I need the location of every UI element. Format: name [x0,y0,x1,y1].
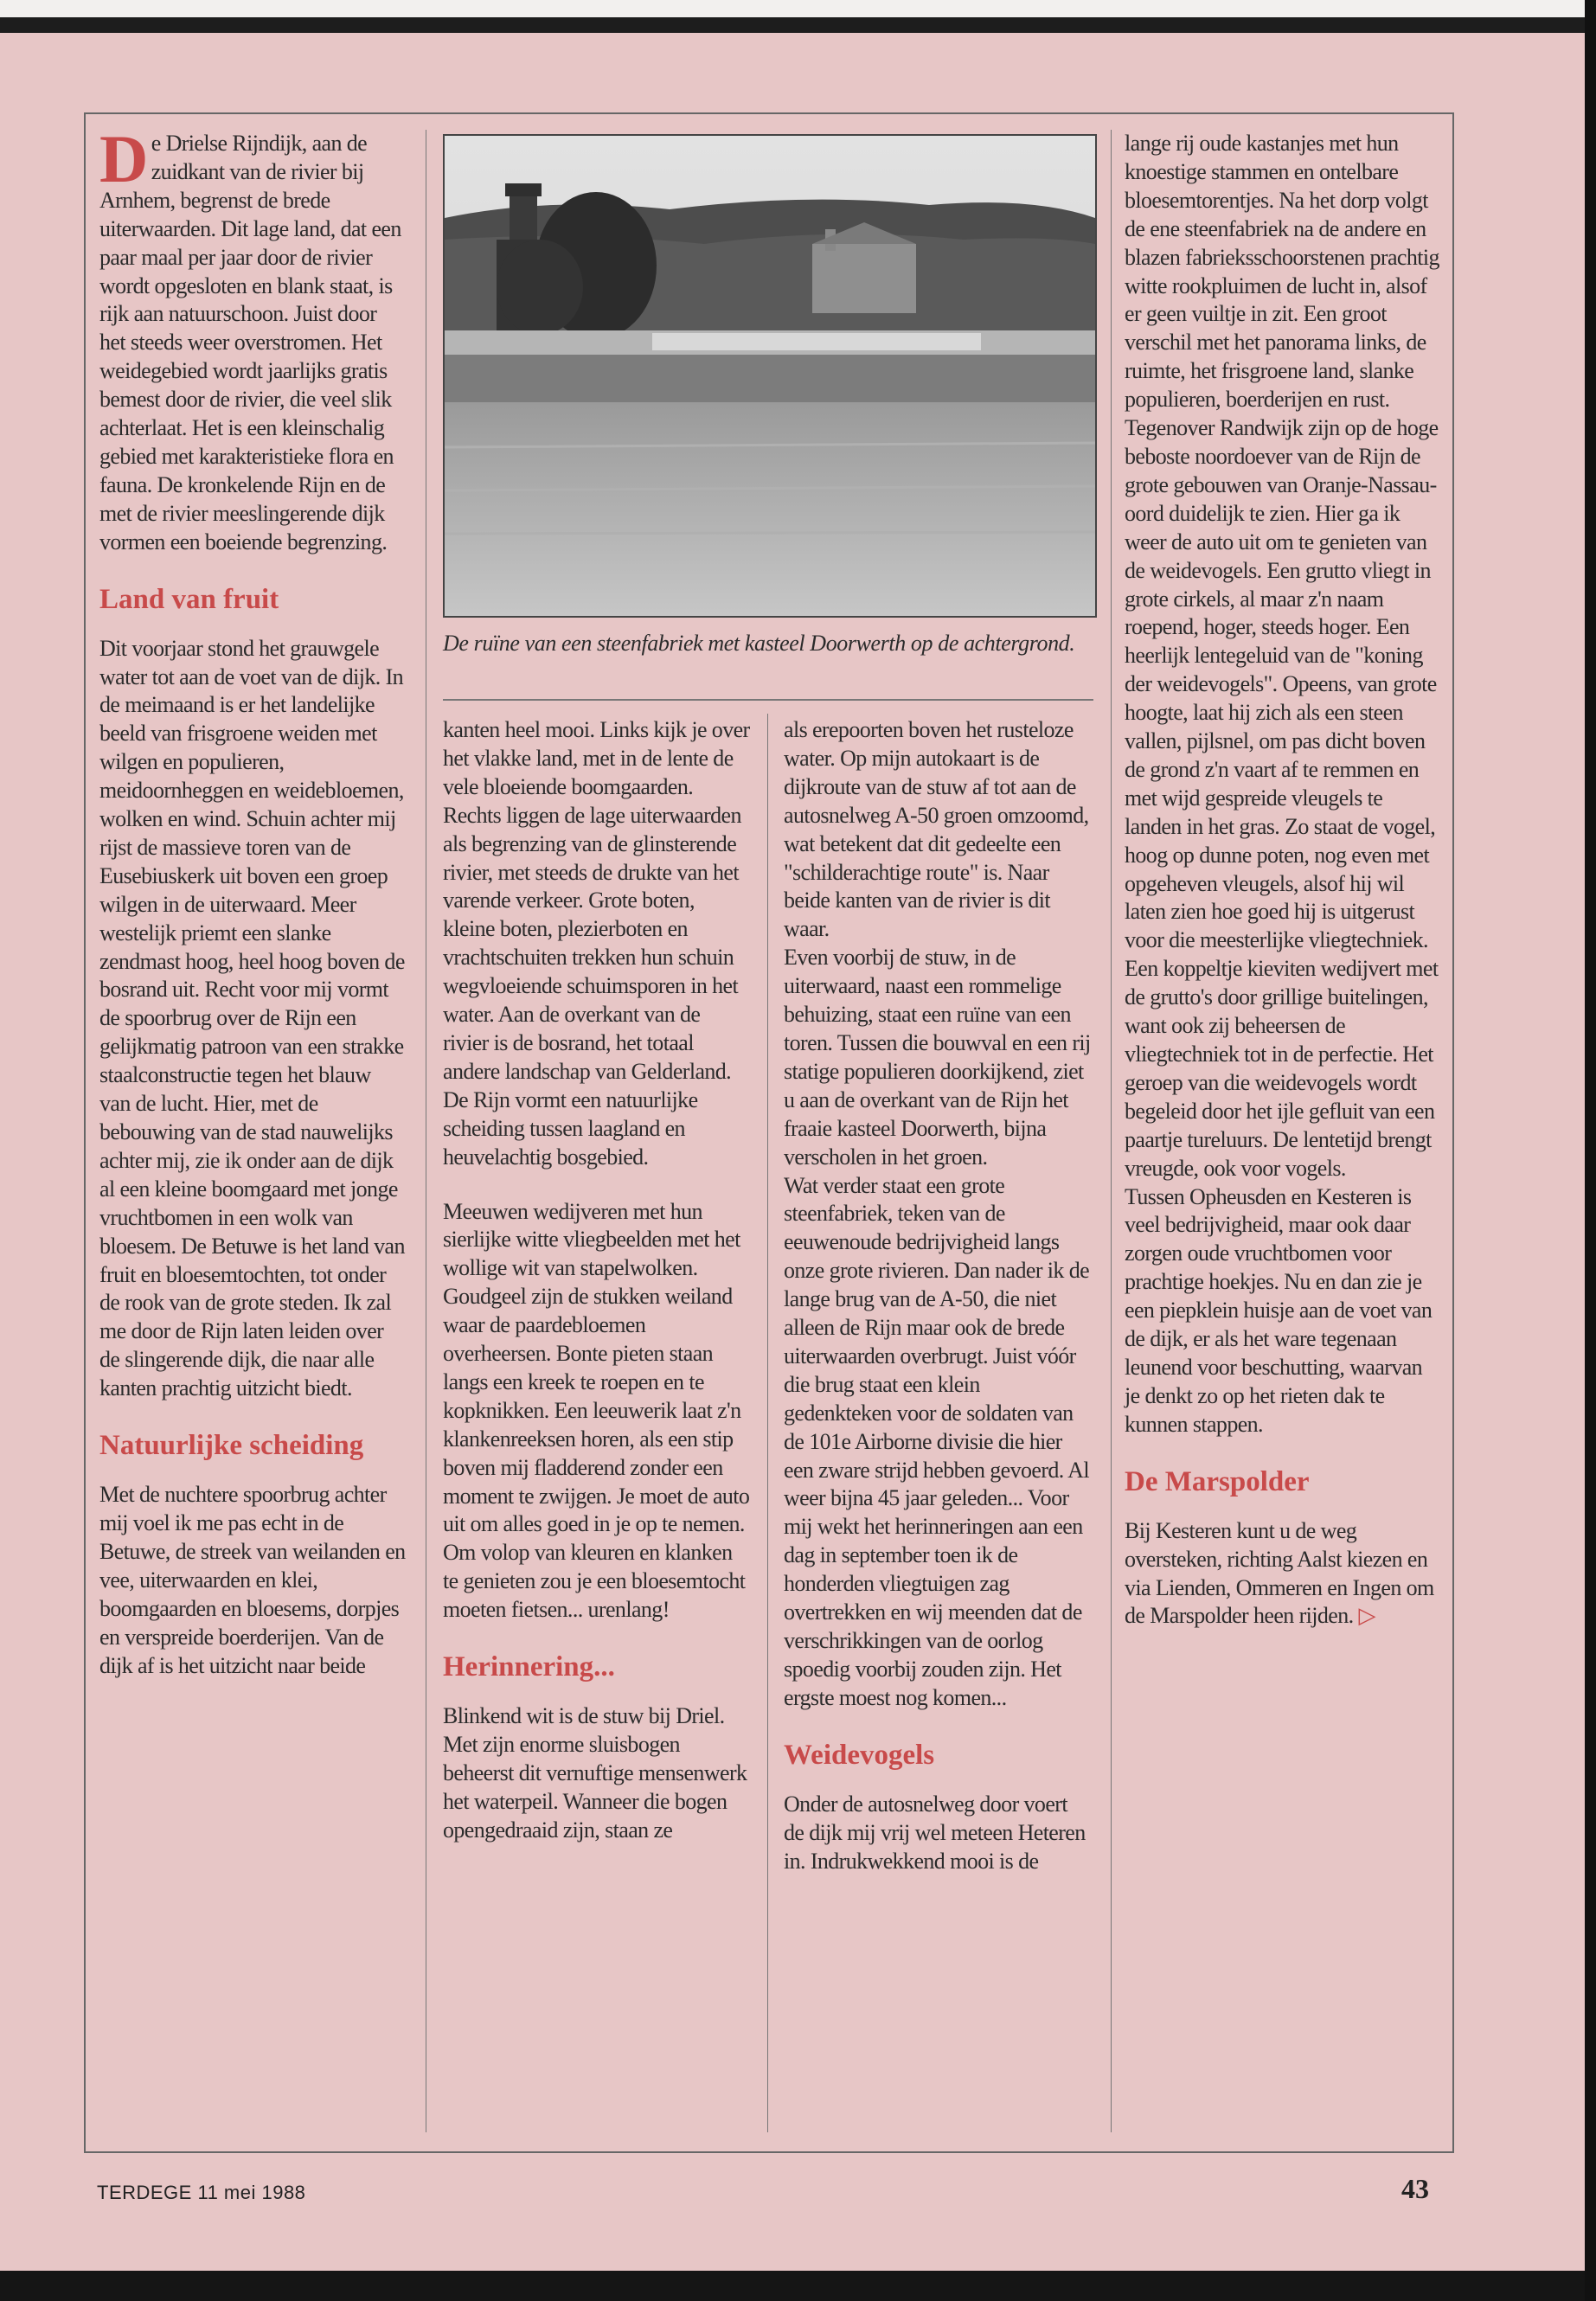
paragraph: Blinkend wit is de stuw bij Driel. Met zijn enorme sluisbogen beheerst dit vernuftige mensenwerk het waterpeil. Wanneer die bogen opengedraaid zijn, staan ze [443,1703,747,1843]
caption-rule [443,699,1093,701]
page-number: 43 [1401,2173,1429,2204]
paragraph [1125,1517,1440,1631]
paragraph: kanten heel mooi. Links kijk je over het vlakke land, met in de lente de vele bloeiende boomgaarden. Rechts liggen de lage uiterwaarden als begrenzing van de glinsterende rivier, met steeds de drukte van het varende verkeer. Grote boten, kleine boten, plezierboten en vrachtschuiten trekken hun schuin wegvloeiende schuimsporen in het water. Aan de overkant van de rivier is de bosrand, het totaal andere landschap van Gelderland. De Rijn vormt een natuurlijke scheiding tussen laagland en heuvelachtig bosgebied. [443,717,750,1170]
scan-edge-bottom [0,2271,1596,2301]
paragraph: Tussen Opheusden en Kesteren is veel bedrijvigheid, maar ook daar zorgen oude vruchtbomen voor prachtige hoekjes. Nu en dan zie je een piepklein huisje aan de voet van de dijk, er als het ware tegenaan leunend voor beschutting, waarvan je denkt zo op het rieten dak te kunnen stappen. [1125,1183,1433,1437]
paragraph: Onder de autosnelweg door voert de dijk mij vrij wel meteen Heteren in. Indrukwekkend mooi is de [784,1791,1086,1874]
scan-edge-top [0,17,1585,33]
paragraph: Een koppeltje kieviten wedijvert met de grutto's door grillige buitelingen, want ook zij beheersen de vliegtechniek tot in de perfectie. Het geroep van die weidevogels wordt begeleid door het ijle gefluit van een paartje tureluurs. De lentetijd brengt vreugde, ook voor vogels. [1125,956,1439,1181]
paragraph: Dit voorjaar stond het grauwgele water tot aan de voet van de dijk. In de meimaand is er het landelijke beeld van frisgroene weiden met wilgen en populieren, meidoornheggen en weidebloemen, wolken en wind. Schuin achter mij rijst de massieve toren van de Eusebiuskerk uit boven een groep wilgen in de uiterwaard. Meer westelijk priemt een slanke zendmast hoog, heel hoog boven de bosrand uit. Recht voor mij vormt de spoorbrug over de Rijn een gelijkmatig patroon van een strakke staalconstructie tegen het blauw van de lucht. Hier, met de bebouwing van de stad nauwelijks achter mij, zie ik onder aan de dijk al een kleine boomgaard met jonge vruchtbomen in een wolk van bloesem. De Betuwe is het land van fruit en bloesemtochten, tot onder de rook van de grote steden. Ik zal me door de Rijn laten leiden over de slingerende dijk, die naar alle kanten prachtig uitzicht biedt. [99,635,405,1401]
section-heading: Weidevogels [784,1739,935,1771]
column-divider [767,714,768,2132]
section-heading: Herinnering... [443,1651,615,1683]
article-photo [443,134,1097,618]
article-column-1 [99,121,407,1680]
scan-edge-right [1585,0,1596,2301]
column-divider [1111,130,1112,2132]
ruin-castle-photo [445,136,1095,616]
photo-caption: De ruïne van een steenfabriek met kasteel Doorwerth op de achtergrond. [443,631,1075,656]
section-heading: Land van fruit [99,583,279,615]
drop-cap: D [99,121,148,196]
paragraph: Tegenover Randwijk zijn op de hoge beboste noordoever van de Rijn de grote gebouwen van Oranje-Nassau-oord duidelijk te zien. Hier ga ik weer de auto uit om te genieten van de weidevogels. Een grutto vliegt in grote cirkels, al maar z'n naam roepend, hoger, steeds hoger. Een heerlijk lentegeluid van de "koning der weidevogels". Opeens, van grote hoogte, laat hij zich als een steen vallen, pijlsnel, om pas dicht boven de grond z'n vaart af te remmen en met wijd gespreide vleugels te landen in het gras. Zo staat de vogel, hoog op dunne poten, nog even met opgeheven vleugels, alsof hij wil laten zien hoe goed hij is uitgerust voor die meesterlijke vliegtechniek. [1125,415,1439,953]
paragraph: lange rij oude kastanjes met hun knoestige stammen en ontelbare bloesemtorentjes. Na het dorp volgt de ene steenfabriek na de andere en blazen fabrieksschoorstenen prachtig witte rookpluimen de lucht in, alsof er geen vuiltje in zit. Een groot verschil met het panorama links, de ruimte, het frisgroene land, slanke populieren, boerderijen en rust. [1125,131,1439,413]
paragraph: Wat verder staat een grote steenfabriek, teken van de eeuwenoude bedrijvigheid langs onze grote rivieren. Dan nader ik de lange brug van de A-50, die niet alleen de Rijn maar ook de brede uiterwaarden overbrugt. Juist vóór die brug staat een klein gedenkteken voor de soldaten van de 101e Airborne divisie die hier een zware strijd hebben gevoerd. Al weer bijna 45 jaar geleden... Voor mij wekt het herinneringen aan een dag in september toen ik de honderden vliegtuigen zag overtrekken en wij meenden dat de verschrikkingen van de oorlog spoedig voorbij zouden zijn. Het ergste moest nog komen... [784,1172,1090,1710]
intro-paragraph [99,121,407,557]
article-column-4 [1125,130,1440,1631]
section-heading: Natuurlijke scheiding [99,1430,364,1462]
continue-arrow-icon: ▷ [1358,1603,1375,1629]
section-heading: De Marspolder [1125,1465,1310,1497]
paragraph: als erepoorten boven het rusteloze water. Op mijn autokaart is de dijkroute van de stuw af tot aan de autosnelweg A-50 groen omzoomd, wat betekent dat dit gedeelte een "schilderachtige route" is. Naar beide kanten van de rivier is dit waar. [784,717,1089,942]
article-column-2 [443,716,750,1845]
paragraph: Even voorbij de stuw, in de uiterwaard, naast een rommelige behuizing, staat een ruïne van een toren. Tussen die bouwval en een rij statige populieren doorkijkend, ziet u aan de overkant van de Rijn het fraaie kasteel Doorwerth, bijna verscholen in het groen. [784,945,1091,1170]
paragraph: Meeuwen wedijveren met hun sierlijke witte vliegbeelden met het wollige wit van stapelwolken. Goudgeel zijn de stukken weiland waar de paardebloemen overheersen. Bonte pieten staan langs een kreek te roepen en te kopknikken. Een leeuwerik laat z'n klankenreeksen horen, als een stip boven mij fladderend zonder een moment te zwijgen. Je moet de auto uit om alles goed in je op te nemen. Om volop van kleuren en klanken te genieten zou je een bloesemtocht moeten fietsen... urenlang! [443,1198,750,1623]
intro-text: e Drielse Rijndijk, aan de zuidkant van de rivier bij Arnhem, begrenst de brede uiterwaarden. Dit lage land, dat een paar maal per jaar door de rivier wordt opgesloten en blank staat, is rijk aan natuurschoon. Juist door het steeds weer overstromen. Het weidegebied wordt jaarlijks gratis bemest door de rivier, die veel slik achterlaat. Het is een kleinschalig gebied met karakteristieke flora en fauna. De kronkelende Rijn en de met de rivier meeslingerende dijk vormen een boeiende begrenzing. [99,131,401,554]
paragraph-text: Bij Kesteren kunt u de weg oversteken, richting Aalst kiezen en via Lienden, Ommeren en Ingen om de Marspolder heen rijden. [1125,1517,1434,1629]
article-column-3 [784,716,1091,1875]
footer-issue: TERDEGE 11 mei 1988 [97,2182,306,2203]
paragraph: Met de nuchtere spoorbrug achter mij voel ik me pas echt in de Betuwe, de streek van weilanden en vee, uiterwaarden en klei, boomgaarden en bloesems, dorpjes en verspreide boerderijen. Van de dijk af is het uitzicht naar beide [99,1482,406,1678]
